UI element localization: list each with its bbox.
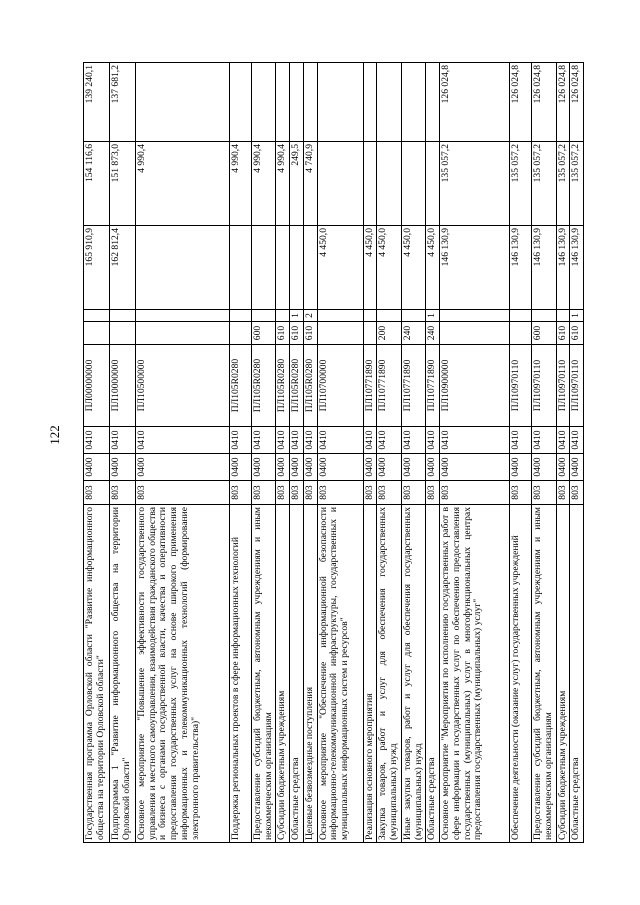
table-row [570, 63, 584, 843]
code-source-cell [363, 310, 377, 322]
code-admin-cell: 803 [276, 481, 290, 505]
amount-year2-cell: 135 057,2 [556, 142, 570, 226]
code-admin-cell: 803 [401, 481, 425, 505]
code-subsection-cell: 0410 [510, 427, 532, 454]
code-target-article-cell: ПЛ105R0280 [276, 345, 290, 427]
code-subsection-cell: 0410 [276, 427, 290, 454]
code-source-cell [440, 310, 510, 322]
table-row [84, 63, 110, 843]
code-expense-type-cell: 240 [426, 322, 440, 345]
code-source-cell [110, 310, 136, 322]
code-target-article-cell: ПЛ105R0280 [230, 345, 252, 427]
amount-year2-cell: 135 057,2 [440, 142, 510, 226]
code-source-cell [556, 310, 570, 322]
page-number: 122 [47, 425, 62, 445]
amount-year1-cell: 4 450,0 [363, 226, 377, 310]
code-subsection-cell: 0410 [363, 427, 377, 454]
code-section-cell: 0400 [532, 454, 556, 481]
code-expense-type-cell: 610 [276, 322, 290, 345]
amount-year1-cell [230, 226, 252, 310]
amount-year3-cell [401, 63, 425, 142]
code-expense-type-cell [317, 322, 363, 345]
table-row [440, 63, 510, 843]
code-admin-cell: 803 [136, 481, 230, 505]
code-section-cell: 0400 [426, 454, 440, 481]
amount-year2-cell [317, 142, 363, 226]
code-source-cell: 1 [570, 310, 584, 322]
code-section-cell: 0400 [303, 454, 317, 481]
amount-year3-cell [136, 63, 230, 142]
row-name-cell: Подпрограмма 1 "Развитие информационного общества на территории Орловской области" [110, 505, 136, 843]
amount-year2-cell [426, 142, 440, 226]
amount-year3-cell: 137 681,2 [110, 63, 136, 142]
code-admin-cell: 803 [290, 481, 304, 505]
table-row [290, 63, 304, 843]
code-subsection-cell: 0410 [570, 427, 584, 454]
code-admin-cell: 803 [317, 481, 363, 505]
code-target-article-cell: ПЛ10970110 [570, 345, 584, 427]
code-admin-cell: 803 [510, 481, 532, 505]
code-section-cell: 0400 [317, 454, 363, 481]
code-expense-type-cell: 610 [556, 322, 570, 345]
code-source-cell: 1 [290, 310, 304, 322]
code-source-cell [136, 310, 230, 322]
code-source-cell: 2 [303, 310, 317, 322]
code-expense-type-cell: 610 [303, 322, 317, 345]
code-target-article-cell: ПЛ10771890 [363, 345, 377, 427]
code-section-cell: 0400 [136, 454, 230, 481]
code-admin-cell: 803 [532, 481, 556, 505]
amount-year2-cell: 4 740,9 [303, 142, 317, 226]
code-admin-cell: 803 [230, 481, 252, 505]
code-admin-cell: 803 [303, 481, 317, 505]
table-body [84, 63, 584, 843]
amount-year1-cell [136, 226, 230, 310]
code-target-article-cell: ПЛ10771890 [426, 345, 440, 427]
amount-year2-cell: 4 990,4 [136, 142, 230, 226]
amount-year3-cell: 126 024,8 [532, 63, 556, 142]
amount-year3-cell: 126 024,8 [440, 63, 510, 142]
row-name-cell: Областные средства [290, 505, 304, 843]
code-admin-cell: 803 [252, 481, 276, 505]
row-name-cell: Закупка товаров, работ и услуг для обеспечения государственных (муниципальных) нужд [377, 505, 401, 843]
amount-year1-cell [290, 226, 304, 310]
amount-year1-cell: 4 450,0 [317, 226, 363, 310]
code-subsection-cell: 0410 [252, 427, 276, 454]
amount-year2-cell: 135 057,2 [510, 142, 532, 226]
code-expense-type-cell: 240 [401, 322, 425, 345]
code-source-cell: 1 [426, 310, 440, 322]
code-source-cell [84, 310, 110, 322]
code-target-article-cell: ПЛ10970110 [510, 345, 532, 427]
code-subsection-cell: 0410 [136, 427, 230, 454]
code-subsection-cell: 0410 [84, 427, 110, 454]
amount-year2-cell: 4 990,4 [276, 142, 290, 226]
table-row [276, 63, 290, 843]
code-expense-type-cell [136, 322, 230, 345]
code-section-cell: 0400 [570, 454, 584, 481]
amount-year2-cell [401, 142, 425, 226]
row-name-cell: Предоставление субсидий бюджетным, автономным учреждениям и иным некоммерческим организациям [532, 505, 556, 843]
code-admin-cell: 803 [110, 481, 136, 505]
row-name-cell: Предоставление субсидий бюджетным, автономным учреждениям и иным некоммерческим организациям [252, 505, 276, 843]
table-row [426, 63, 440, 843]
code-target-article-cell: ПЛ105R0280 [252, 345, 276, 427]
amount-year1-cell: 165 910,9 [84, 226, 110, 310]
row-name-cell: Государственная программа Орловской области "Развитие информационного общества на территории Орловской области" [84, 505, 110, 843]
amount-year1-cell: 146 130,9 [556, 226, 570, 310]
amount-year1-cell: 146 130,9 [440, 226, 510, 310]
table-row [136, 63, 230, 843]
code-target-article-cell: ПЛ10000000 [110, 345, 136, 427]
code-subsection-cell: 0410 [317, 427, 363, 454]
amount-year2-cell: 4 990,4 [230, 142, 252, 226]
code-target-article-cell: ПЛ10771890 [377, 345, 401, 427]
amount-year1-cell: 4 450,0 [426, 226, 440, 310]
code-admin-cell: 803 [426, 481, 440, 505]
code-expense-type-cell: 600 [532, 322, 556, 345]
amount-year1-cell: 162 812,4 [110, 226, 136, 310]
amount-year3-cell: 139 240,1 [84, 63, 110, 142]
amount-year1-cell [303, 226, 317, 310]
code-section-cell: 0400 [363, 454, 377, 481]
amount-year3-cell [290, 63, 304, 142]
code-target-article-cell: ПЛ10970110 [532, 345, 556, 427]
amount-year3-cell: 126 024,8 [510, 63, 532, 142]
row-name-cell: Целевые безвозмездные поступления [303, 505, 317, 843]
amount-year1-cell: 4 450,0 [377, 226, 401, 310]
row-name-cell: Областные средства [426, 505, 440, 843]
code-subsection-cell: 0410 [426, 427, 440, 454]
amount-year2-cell: 154 116,6 [84, 142, 110, 226]
code-expense-type-cell [363, 322, 377, 345]
code-expense-type-cell [440, 322, 510, 345]
table-row [363, 63, 377, 843]
code-target-article-cell: ПЛ10700000 [317, 345, 363, 427]
row-name-cell: Субсидии бюджетным учреждениям [556, 505, 570, 843]
amount-year3-cell [230, 63, 252, 142]
code-expense-type-cell: 610 [290, 322, 304, 345]
code-source-cell [510, 310, 532, 322]
amount-year1-cell: 146 130,9 [510, 226, 532, 310]
budget-table [83, 62, 584, 843]
code-subsection-cell: 0410 [532, 427, 556, 454]
code-admin-cell: 803 [440, 481, 510, 505]
code-subsection-cell: 0410 [230, 427, 252, 454]
code-section-cell: 0400 [230, 454, 252, 481]
amount-year2-cell [377, 142, 401, 226]
amount-year3-cell [363, 63, 377, 142]
table-row [303, 63, 317, 843]
table-row [110, 63, 136, 843]
code-subsection-cell: 0410 [440, 427, 510, 454]
code-section-cell: 0400 [84, 454, 110, 481]
code-target-article-cell: ПЛ10771890 [401, 345, 425, 427]
row-name-cell: Реализация основного мероприятия [363, 505, 377, 843]
code-expense-type-cell: 610 [570, 322, 584, 345]
table-row [252, 63, 276, 843]
amount-year3-cell [276, 63, 290, 142]
amount-year2-cell: 151 873,0 [110, 142, 136, 226]
row-name-cell: Субсидии бюджетным учреждениям [276, 505, 290, 843]
code-section-cell: 0400 [290, 454, 304, 481]
table-row [532, 63, 556, 843]
amount-year1-cell: 146 130,9 [532, 226, 556, 310]
code-source-cell [276, 310, 290, 322]
code-admin-cell: 803 [570, 481, 584, 505]
code-admin-cell: 803 [377, 481, 401, 505]
code-source-cell [377, 310, 401, 322]
code-source-cell [230, 310, 252, 322]
code-subsection-cell: 0410 [556, 427, 570, 454]
row-name-cell: Поддержка региональных проектов в сфере информационных технологий [230, 505, 252, 843]
amount-year3-cell [303, 63, 317, 142]
code-section-cell: 0400 [377, 454, 401, 481]
code-subsection-cell: 0410 [303, 427, 317, 454]
code-admin-cell: 803 [84, 481, 110, 505]
code-expense-type-cell [230, 322, 252, 345]
code-source-cell [317, 310, 363, 322]
code-target-article-cell: ПЛ10900000 [440, 345, 510, 427]
code-target-article-cell: ПЛ10500000 [136, 345, 230, 427]
amount-year3-cell [426, 63, 440, 142]
amount-year1-cell [276, 226, 290, 310]
code-source-cell [401, 310, 425, 322]
row-name-cell: Основное мероприятие "Обеспечение информационной безопасности информационно-телекоммуникационной инфраструктуры, государственных и муниципальных информационных систем и ресурсов" [317, 505, 363, 843]
row-name-cell: Основное мероприятие "Мероприятия по исполнению государственных работ в сфере информации и государственных услуг по обеспечению предоставления государственных (муниципальных) услуг в многофункциональных центрах предоставления государственных (муниципальных) услуг" [440, 505, 510, 843]
amount-year1-cell: 4 450,0 [401, 226, 425, 310]
rotated-page-content [83, 63, 583, 843]
code-expense-type-cell [510, 322, 532, 345]
code-admin-cell: 803 [556, 481, 570, 505]
code-admin-cell: 803 [363, 481, 377, 505]
code-target-article-cell: ПЛ105R0280 [303, 345, 317, 427]
code-target-article-cell: ПЛ105R0280 [290, 345, 304, 427]
code-expense-type-cell: 200 [377, 322, 401, 345]
amount-year2-cell: 249,5 [290, 142, 304, 226]
amount-year3-cell: 126 024,8 [570, 63, 584, 142]
code-section-cell: 0400 [556, 454, 570, 481]
amount-year2-cell: 135 057,2 [532, 142, 556, 226]
code-source-cell [532, 310, 556, 322]
amount-year3-cell: 126 024,8 [556, 63, 570, 142]
amount-year3-cell [252, 63, 276, 142]
code-subsection-cell: 0410 [110, 427, 136, 454]
row-name-cell: Иные закупки товаров, работ и услуг для обеспечения государственных (муниципальных) нужд [401, 505, 425, 843]
amount-year2-cell [363, 142, 377, 226]
amount-year1-cell [252, 226, 276, 310]
code-expense-type-cell [84, 322, 110, 345]
amount-year2-cell: 4 990,4 [252, 142, 276, 226]
table-row [230, 63, 252, 843]
table-row [401, 63, 425, 843]
amount-year2-cell: 135 057,2 [570, 142, 584, 226]
code-source-cell [252, 310, 276, 322]
code-subsection-cell: 0410 [401, 427, 425, 454]
code-subsection-cell: 0410 [377, 427, 401, 454]
code-section-cell: 0400 [110, 454, 136, 481]
code-target-article-cell: ПЛ00000000 [84, 345, 110, 427]
amount-year1-cell: 146 130,9 [570, 226, 584, 310]
code-section-cell: 0400 [252, 454, 276, 481]
table-row [510, 63, 532, 843]
code-section-cell: 0400 [401, 454, 425, 481]
table-row [317, 63, 363, 843]
code-section-cell: 0400 [510, 454, 532, 481]
code-expense-type-cell [110, 322, 136, 345]
amount-year3-cell [377, 63, 401, 142]
table-row [377, 63, 401, 843]
table-row [556, 63, 570, 843]
code-target-article-cell: ПЛ10970110 [556, 345, 570, 427]
code-section-cell: 0400 [276, 454, 290, 481]
code-subsection-cell: 0410 [290, 427, 304, 454]
row-name-cell: Областные средства [570, 505, 584, 843]
row-name-cell: Обеспечение деятельности (оказание услуг) государственных учреждений [510, 505, 532, 843]
code-expense-type-cell: 600 [252, 322, 276, 345]
code-section-cell: 0400 [440, 454, 510, 481]
amount-year3-cell [317, 63, 363, 142]
row-name-cell: Основное мероприятие "Повышение эффективности государственного управления и местного самоуправления, взаимодействия гражданского общества и бизнеса с органами государственной власти, качества и оперативности предоставления государственных услуг на основе широкого применения информационных и телекоммуникационных технологий (формирование электронного правительства)" [136, 505, 230, 843]
